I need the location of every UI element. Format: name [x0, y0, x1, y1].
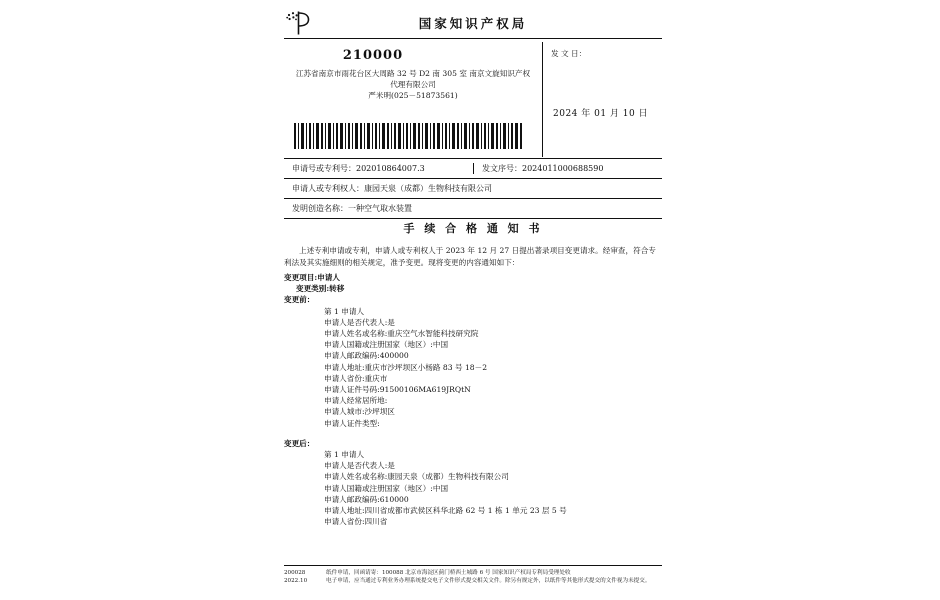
- address-line: 代理有限公司: [390, 80, 436, 89]
- list-item: 申请人经常居所地:: [324, 396, 388, 406]
- list-item: 申请人地址:重庆市沙坪坝区小杨路 83 号 18－2: [324, 362, 488, 372]
- after-change-label: 变更后：: [284, 438, 315, 448]
- dispatch-serial-cell: [473, 163, 662, 174]
- list-item: 申请人证件号码:91500106MA619JRQtN: [324, 385, 471, 395]
- before-change-list: [284, 306, 662, 429]
- list-item: 第 1 申请人: [324, 306, 365, 316]
- header-divider: [284, 38, 662, 39]
- footer-note-line: 电子申请，应当通过专利业务办理系统提交电子文件形式提交相关文件。除另有规定外，以纸件等其他形式提交的文件视为未提交。: [326, 578, 651, 584]
- notice-document: [278, 8, 668, 583]
- issue-date-box: [542, 42, 662, 157]
- applicant-label: 申请人或专利权人：: [292, 184, 364, 193]
- postal-code: 210000: [342, 48, 404, 63]
- list-item: 申请人是否代表人:是: [324, 461, 395, 471]
- address-lines: [284, 68, 542, 101]
- application-info-table: [284, 158, 662, 219]
- list-item: 申请人省份:重庆市: [324, 373, 388, 383]
- recipient-address: [284, 42, 542, 101]
- change-item-line: 变更项目:申请人: [284, 273, 340, 282]
- invention-title-label: 发明创造名称：: [292, 204, 348, 213]
- list-item: 申请人证件类型:: [324, 418, 380, 428]
- intro-paragraph: 上述专利申请或专利，申请人或专利权人于 2023 年 12 月 27 日提出著录项目变更请求。经审查，符合专利法及其实施细则的相关规定，准予变更。现将变更的内容通知如下：: [284, 246, 656, 267]
- address-line: 严米明(025－51873561): [368, 91, 458, 100]
- footer-notes: [326, 569, 662, 585]
- footer-code-line: 2022.10: [284, 578, 308, 584]
- table-row: [284, 179, 662, 199]
- application-number-value: 202010864007.3: [356, 164, 425, 173]
- application-number-label: 申请号或专利号：: [292, 164, 356, 173]
- notice-body: [284, 220, 662, 527]
- application-number-cell: [284, 163, 473, 174]
- barcode-area: [284, 123, 534, 153]
- before-change-label: 变更前：: [284, 295, 315, 305]
- list-item: 第 1 申请人: [324, 450, 365, 460]
- issue-date-label: 发 文 日：: [551, 49, 587, 58]
- footer-code-line: 200028: [284, 570, 306, 576]
- after-change-list: [284, 449, 662, 527]
- issue-date-value: 2024 年 01 月 10 日: [553, 109, 649, 119]
- applicant-cell: [284, 183, 662, 194]
- table-row: [284, 199, 662, 219]
- footer-note-line: 纸件申请，回函请寄：100088 北京市海淀区蓟门桥西土城路 6 号 国家知识产权局专利局受理处收: [326, 570, 571, 576]
- list-spacer: [284, 429, 662, 438]
- applicant-value: 康园天泉（成都）生物科技有限公司: [364, 184, 492, 193]
- dispatch-serial-value: 2024011000688590: [522, 164, 604, 173]
- list-item: 申请人邮政编码:610000: [324, 494, 409, 504]
- page-title: 手 续 合 格 通 知 书: [403, 222, 543, 235]
- list-item: 申请人姓名或名称:重庆空气水智能科技研究院: [324, 329, 479, 339]
- document-header: [278, 8, 668, 38]
- table-row: [284, 159, 662, 179]
- invention-title-value: 一种空气取水装置: [348, 204, 412, 213]
- list-item: 申请人国籍或注册国家（地区）:中国: [324, 340, 449, 350]
- document-barcode: [294, 123, 524, 149]
- list-item: 申请人是否代表人:是: [324, 317, 395, 327]
- list-item: 申请人姓名或名称:康园天泉（成都）生物科技有限公司: [324, 472, 509, 482]
- document-footer: [284, 565, 662, 585]
- list-item: 申请人邮政编码:400000: [324, 351, 409, 361]
- list-item: 申请人国籍或注册国家（地区）:中国: [324, 483, 449, 493]
- address-line: 江苏省南京市雨花台区大周路 32 号 D2 南 305 室 南京文旋知识产权: [295, 69, 531, 78]
- list-item: 申请人地址:四川省成都市武侯区科华北路 62 号 1 栋 1 单元 23 层 5 号: [324, 506, 567, 516]
- office-name: 国家知识产权局: [418, 16, 528, 31]
- footer-form-code: [284, 569, 326, 585]
- list-item: 申请人省份:四川省: [324, 517, 388, 527]
- change-type-line: 变更类别:转移: [296, 284, 345, 294]
- list-item: 申请人城市:沙坪坝区: [324, 407, 395, 417]
- dispatch-serial-label: 发文序号：: [482, 164, 522, 173]
- invention-title-cell: [284, 203, 662, 214]
